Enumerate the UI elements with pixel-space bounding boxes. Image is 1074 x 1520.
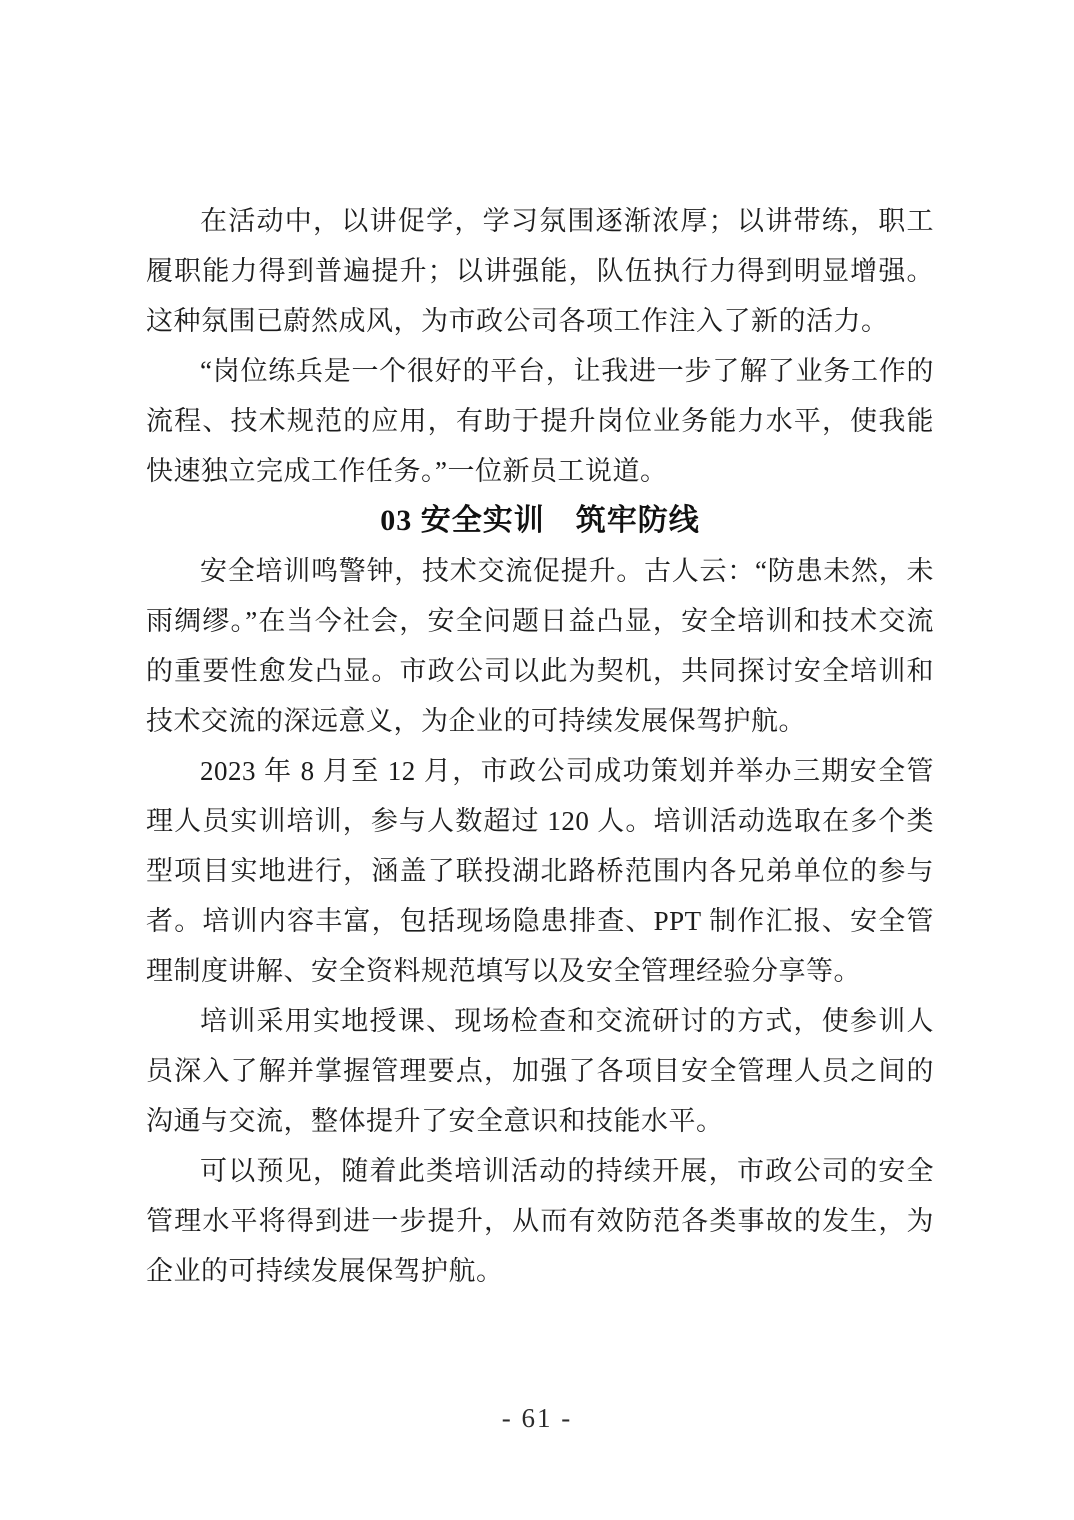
body-paragraph: 可以预见，随着此类培训活动的持续开展，市政公司的安全管理水平将得到进一步提升，从而有效防范各类事故的发生，为企业的可持续发展保驾护航。 <box>146 1156 934 1286</box>
document-body <box>146 196 934 1296</box>
body-paragraph: 2023 年 8 月至 12 月，市政公司成功策划并举办三期安全管理人员实训培训，参与人数超过 120 人。培训活动选取在多个类型项目实地进行，涵盖了联投湖北路桥范围内各兄弟单位的参与者。培训内容丰富，包括现场隐患排查、PPT 制作汇报、安全管理制度讲解、安全资料规范填写以及安全管理经验分享等。 <box>146 756 934 986</box>
body-paragraph: “岗位练兵是一个很好的平台，让我进一步了解了业务工作的流程、技术规范的应用，有助于提升岗位业务能力水平，使我能快速独立完成工作任务。”一位新员工说道。 <box>146 356 934 486</box>
body-paragraph: 安全培训鸣警钟，技术交流促提升。古人云：“防患未然，未雨绸缪。”在当今社会，安全问题日益凸显，安全培训和技术交流的重要性愈发凸显。市政公司以此为契机，共同探讨安全培训和技术交流的深远意义，为企业的可持续发展保驾护航。 <box>146 556 934 736</box>
page-number: - 61 - <box>501 1403 573 1433</box>
body-paragraph: 在活动中，以讲促学，学习氛围逐渐浓厚；以讲带练，职工履职能力得到普遍提升；以讲强能，队伍执行力得到明显增强。这种氛围已蔚然成风，为市政公司各项工作注入了新的活力。 <box>146 206 934 336</box>
section-heading: 03 安全实训 筑牢防线 <box>380 504 700 537</box>
body-paragraph: 培训采用实地授课、现场检查和交流研讨的方式，使参训人员深入了解并掌握管理要点，加强了各项目安全管理人员之间的沟通与交流，整体提升了安全意识和技能水平。 <box>146 1006 934 1136</box>
page-footer <box>0 1398 1074 1438</box>
